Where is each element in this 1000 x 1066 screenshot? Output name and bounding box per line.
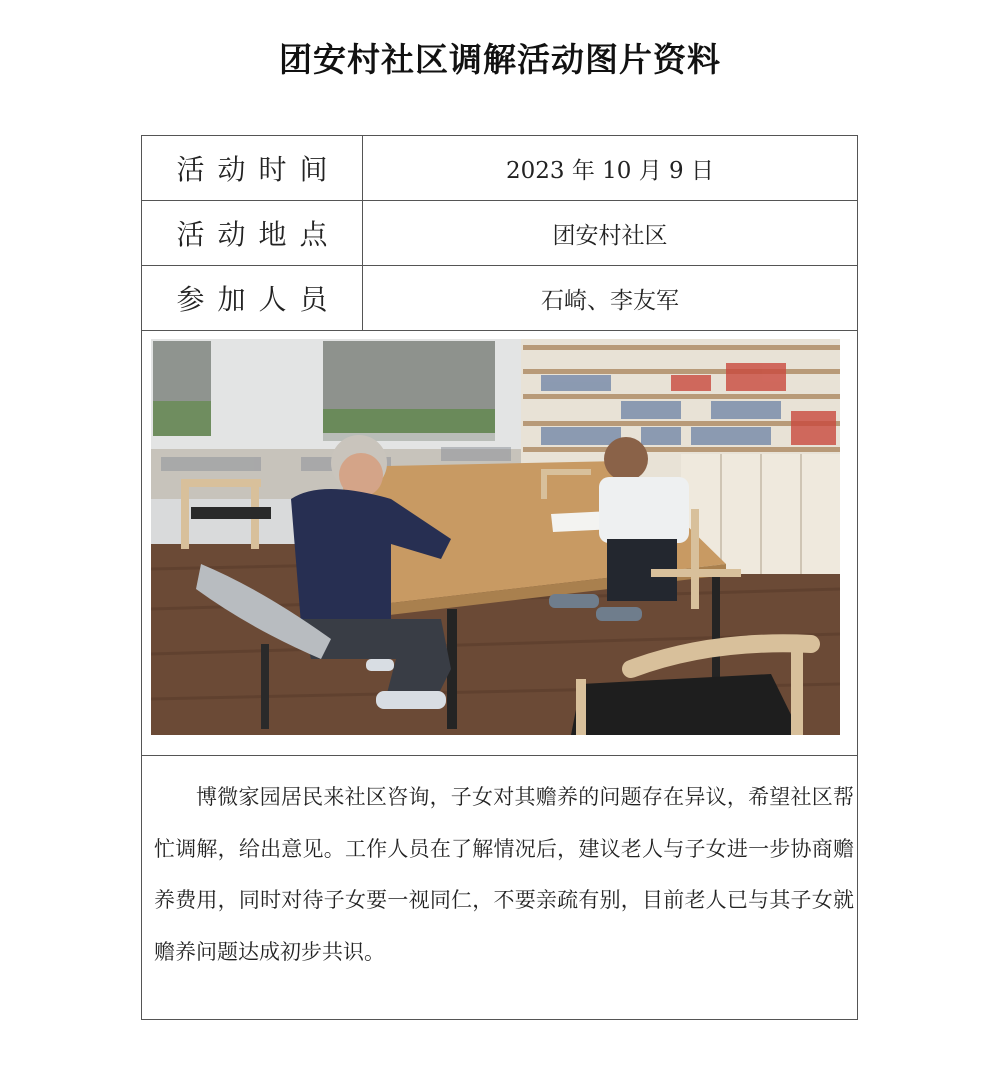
page-title: 团安村社区调解活动图片资料 xyxy=(279,40,721,79)
participants-label: 参加人员 xyxy=(142,266,363,330)
activity-description xyxy=(142,756,857,1019)
photo-section xyxy=(142,331,857,756)
table-row-activity-location xyxy=(142,201,857,266)
table-row-participants xyxy=(142,266,857,331)
activity-record-table xyxy=(141,135,858,1020)
table-row-activity-time xyxy=(142,136,857,201)
mediation-meeting-photo xyxy=(151,339,840,735)
activity-time-value: 2023 年 10 月 9 日 xyxy=(506,157,714,184)
activity-time-label: 活动时间 xyxy=(142,136,363,200)
activity-location-value: 团安村社区 xyxy=(552,222,668,249)
activity-location-label: 活动地点 xyxy=(142,201,363,265)
description-paragraph: 博微家园居民来社区咨询，子女对其赡养的问题存在异议，希望社区帮忙调解，给出意见。工作人员在了解情况后，建议老人与子女进一步协商赡养费用，同时对待子女要一视同仁，不要亲疏有别，目前老人已与其子女就赡养问题达成初步共识。 xyxy=(154,785,854,964)
participants-value: 石崎、李友军 xyxy=(541,287,679,314)
